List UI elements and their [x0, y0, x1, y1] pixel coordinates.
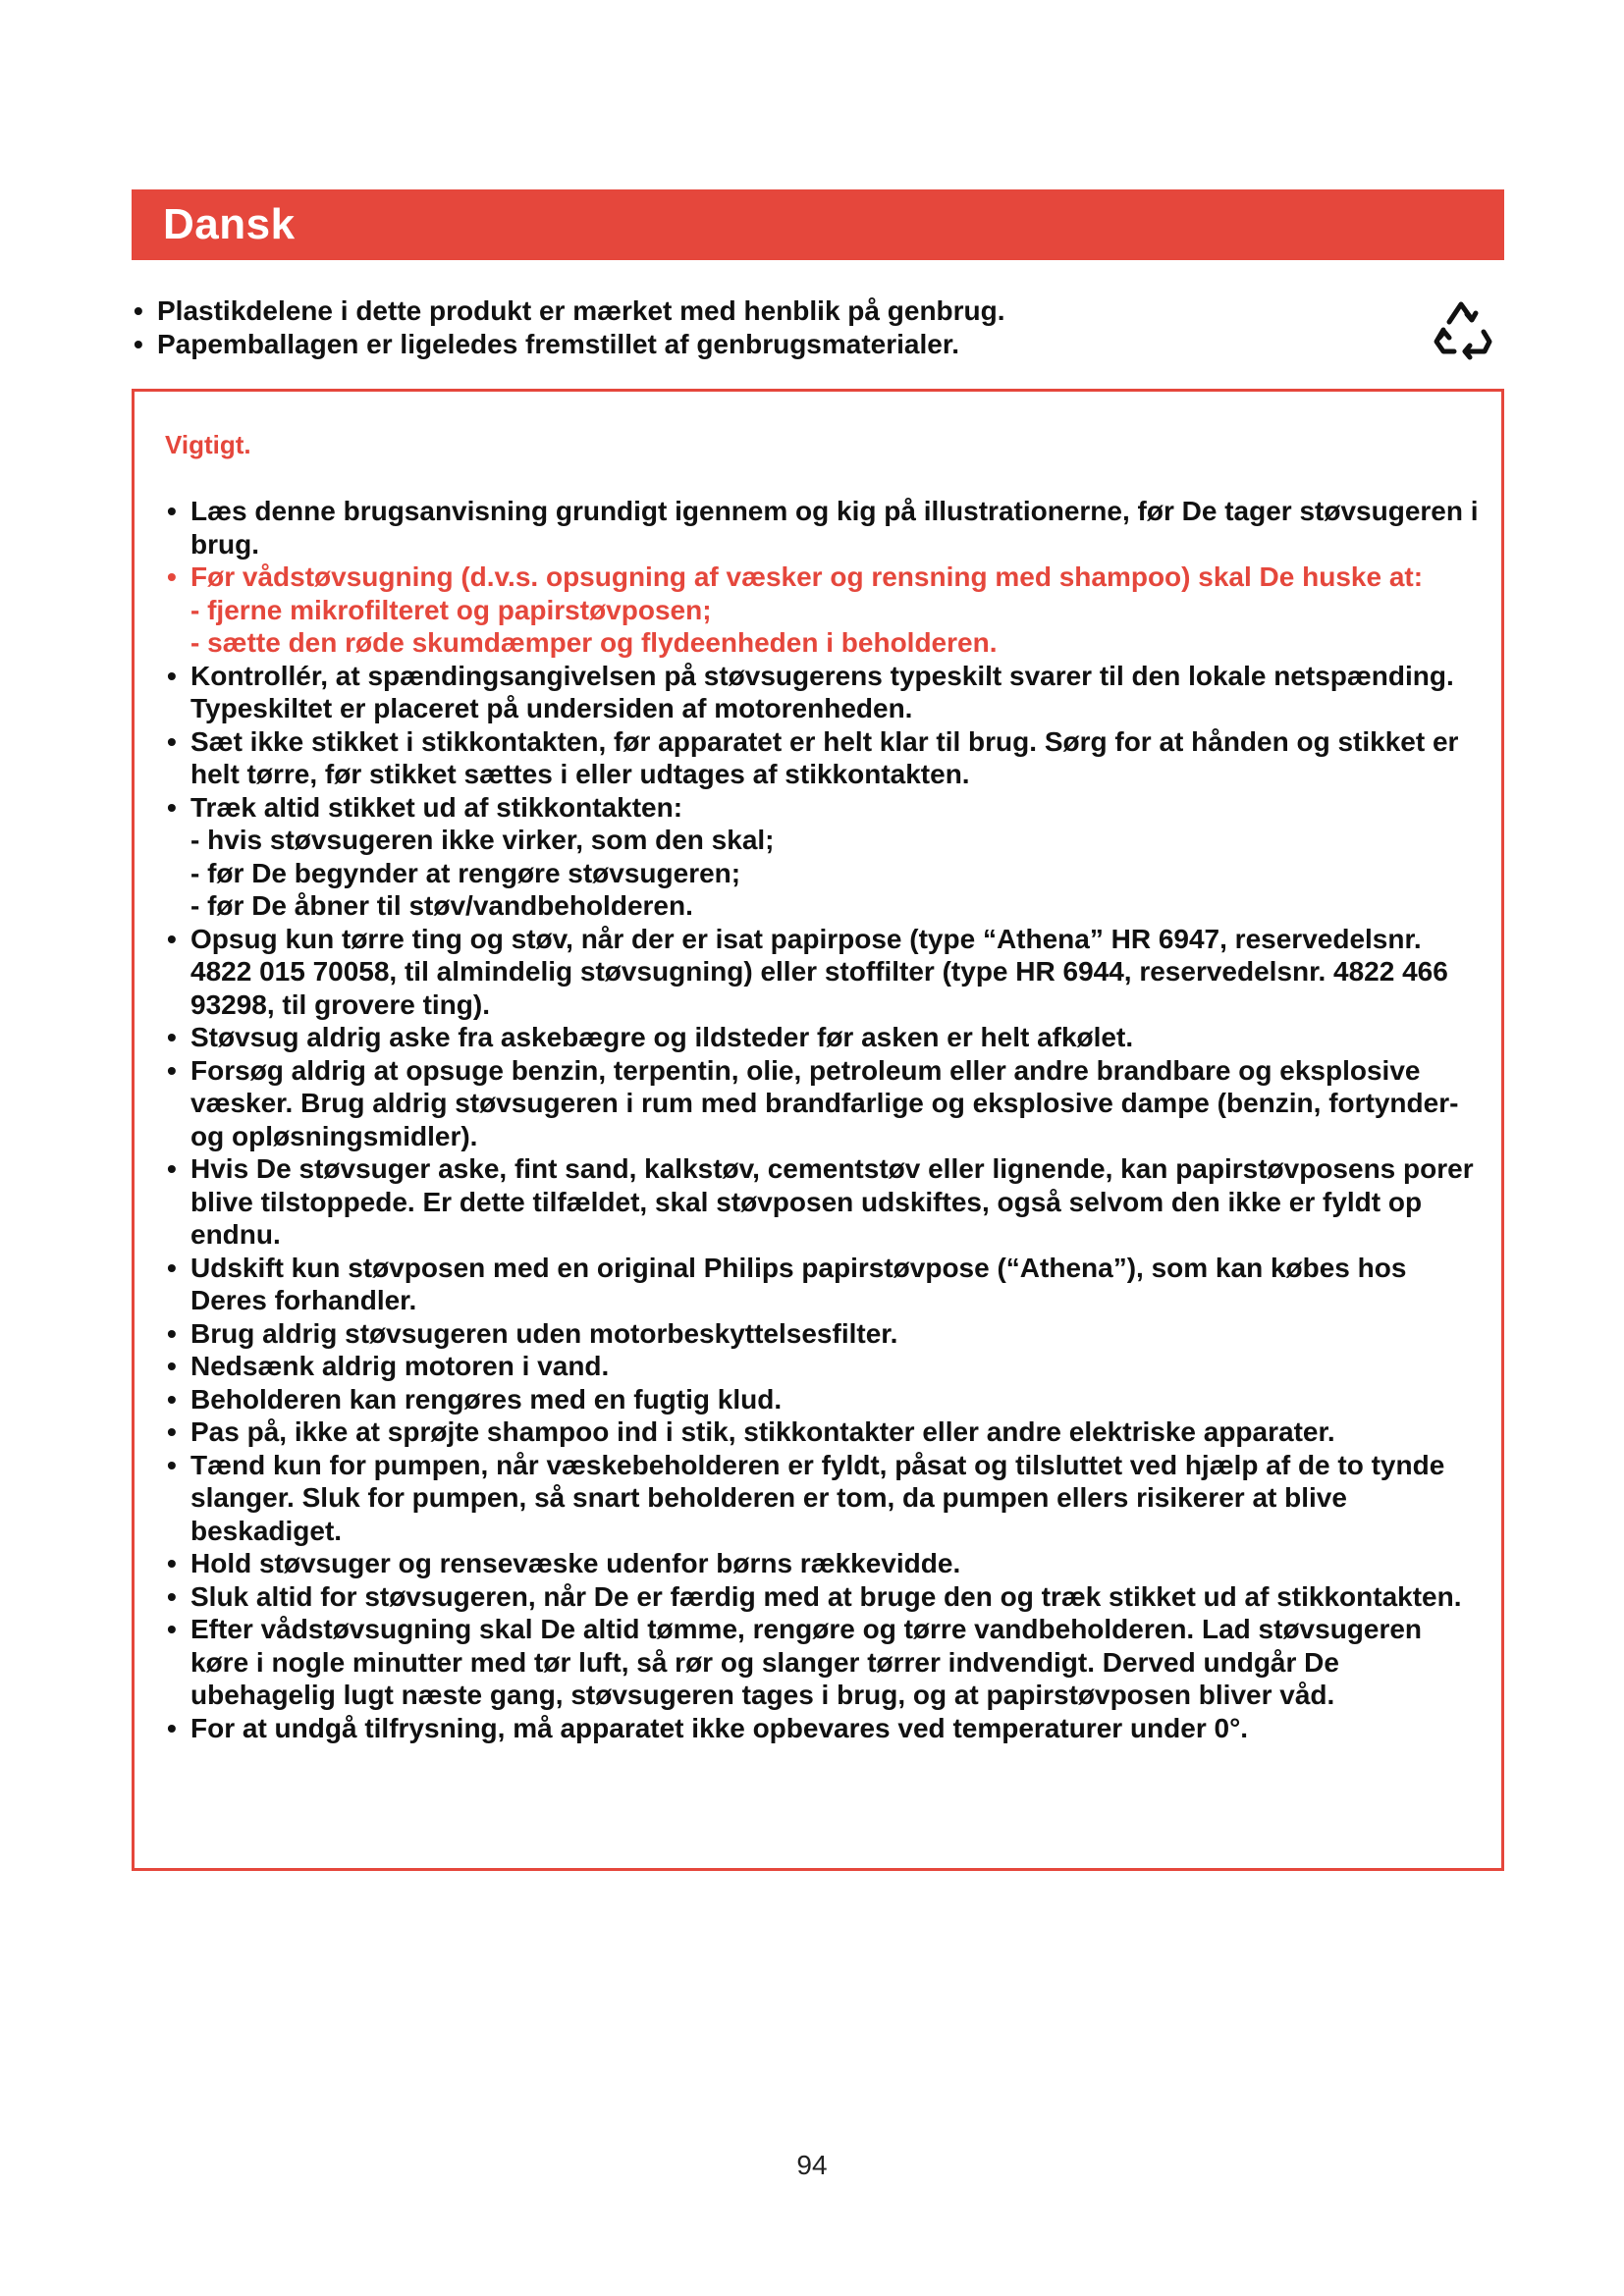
list-item: [165, 1152, 1481, 1252]
intro-item: [132, 294, 1359, 328]
list-subitem: [165, 594, 1481, 627]
list-item: [165, 1317, 1481, 1351]
list-item-text: Brug aldrig støvsugeren uden motorbeskyttelsesfilter.: [190, 1317, 898, 1349]
list-item: [165, 725, 1481, 791]
list-item: [165, 1021, 1481, 1054]
intro-item-text: Plastikdelene i dette produkt er mærket med henblik på genbrug.: [157, 295, 1005, 326]
bullet-glyph: •: [167, 725, 177, 757]
bullet-glyph: •: [167, 791, 177, 823]
list-item-text: Træk altid stikket ud af stikkontakten:: [190, 791, 683, 823]
list-item: [165, 561, 1481, 594]
list-subitem-text: - før De åbner til støv/vandbeholderen.: [190, 890, 693, 921]
list-item: [165, 1054, 1481, 1153]
list-item: [165, 1383, 1481, 1416]
list-subitem: [165, 857, 1481, 890]
bullet-glyph: •: [167, 1054, 177, 1086]
list-item: [165, 1415, 1481, 1449]
list-item-text: Før vådstøvsugning (d.v.s. opsugning af væsker og rensning med shampoo) skal De huske at:: [190, 561, 1424, 592]
list-item: [165, 1580, 1481, 1614]
bullet-glyph: •: [134, 295, 143, 326]
list-item-text: Efter vådstøvsugning skal De altid tømme, rengøre og tørre vandbeholderen. Lad støvsugeren køre i nogle minutter med tør luft, så rør og slanger tørrer indvendigt. Derved undgår De ubehagelig lugt næste gang, støvsugeren tages i brug, og at papirstøvposen bliver våd.: [190, 1614, 1423, 1710]
list-subitem-text: - fjerne mikrofilteret og papirstøvposen;: [190, 594, 712, 625]
list-item: [165, 660, 1481, 725]
list-item-text: Støvsug aldrig aske fra askebægre og ildsteder før asken er helt afkølet.: [190, 1022, 1134, 1052]
list-item-text: Udskift kun støvposen med en original Philips papirstøvpose (“Athena”), som kan købes hos Deres forhandler.: [190, 1252, 1407, 1315]
list-item-text: Læs denne brugsanvisning grundigt igennem og kig på illustrationerne, før De tager støvsugeren i brug.: [190, 496, 1479, 560]
page-number: 94: [796, 2150, 828, 2180]
list-item-text: Kontrollér, at spændingsangivelsen på støvsugerens typeskilt svarer til den lokale netspænding. Typeskiltet er placeret på undersiden af motorenheden.: [190, 660, 1454, 723]
bullet-glyph: •: [167, 1580, 177, 1612]
list-item: [165, 1712, 1481, 1745]
bullet-glyph: •: [167, 1153, 177, 1184]
bullet-glyph: •: [167, 1614, 177, 1644]
list-item-text: Opsug kun tørre ting og støv, når der er isat papirpose (type “Athena” HR 6947, reservedelsnr. 4822 015 70058, til almindelig støvsugning) eller stoffilter (type HR 6944, reservedelsnr. 4822 466 93298, til grovere ting).: [190, 923, 1448, 1020]
list-item-text: Hvis De støvsuger aske, fint sand, kalkstøv, cementstøv eller lignende, kan papirstøvposens porer blive tilstoppede. Er dette tilfældet, skal støvposen udskiftes, også selvom den ikke er fyldt op endnu.: [190, 1153, 1474, 1250]
list-item: [165, 923, 1481, 1022]
list-item: [165, 1252, 1481, 1317]
important-notice-box: [132, 389, 1504, 1871]
intro-list: [132, 294, 1359, 361]
list-item: [165, 1547, 1481, 1580]
bullet-glyph: •: [167, 1317, 177, 1349]
list-item-text: Sluk altid for støvsugeren, når De er færdig med at bruge den og træk stikket ud af stikkontakten.: [190, 1580, 1462, 1612]
bullet-glyph: •: [167, 1548, 177, 1578]
warning-list: [165, 495, 1481, 1744]
bullet-glyph: •: [167, 1252, 177, 1283]
bullet-glyph: •: [167, 496, 177, 526]
list-item-text: Hold støvsuger og rensevæske udenfor børns rækkevidde.: [190, 1548, 961, 1578]
list-item-text: Tænd kun for pumpen, når væskebeholderen er fyldt, påsat og tilsluttet ved hjælp af de to tynde slanger. Sluk for pumpen, så snart beholderen er tom, da pumpen ellers risikerer at blive beskadiget.: [190, 1449, 1445, 1546]
list-item: [165, 495, 1481, 561]
bullet-glyph: •: [167, 660, 177, 691]
list-subitem: [165, 889, 1481, 923]
bullet-glyph: •: [167, 1449, 177, 1480]
important-heading: Vigtigt.: [165, 430, 251, 459]
list-item: [165, 1449, 1481, 1548]
bullet-glyph: •: [134, 329, 143, 359]
list-item-text: For at undgå tilfrysning, må apparatet ikke opbevares ved temperaturer under 0°.: [190, 1712, 1249, 1743]
bullet-glyph: •: [167, 1022, 177, 1052]
list-item: [165, 1350, 1481, 1383]
list-subitem-text: - sætte den røde skumdæmper og flydeenheden i beholderen.: [190, 627, 998, 658]
section-title: Dansk: [163, 200, 296, 248]
bullet-glyph: •: [167, 1351, 177, 1381]
list-item: [165, 791, 1481, 825]
list-subitem: [165, 824, 1481, 857]
bullet-glyph: •: [167, 561, 177, 592]
intro-item-text: Papemballagen er ligeledes fremstillet af genbrugsmaterialer.: [157, 329, 959, 359]
recycle-icon: [1428, 294, 1496, 363]
list-item-text: Nedsænk aldrig motoren i vand.: [190, 1351, 610, 1381]
list-item: [165, 1613, 1481, 1712]
list-subitem: [165, 626, 1481, 660]
bullet-glyph: •: [167, 1712, 177, 1743]
list-subitem-text: - hvis støvsugeren ikke virker, som den skal;: [190, 825, 775, 855]
list-item-text: Forsøg aldrig at opsuge benzin, terpentin, olie, petroleum eller andre brandbare og eksplosive væsker. Brug aldrig støvsugeren i rum med brandfarlige og eksplosive dampe (benzin, fortynder- og opløsningsmidler).: [190, 1054, 1459, 1151]
list-item-text: Beholderen kan rengøres med en fugtig klud.: [190, 1383, 783, 1415]
section-header-bar: [132, 189, 1504, 260]
bullet-glyph: •: [167, 923, 177, 954]
list-subitem-text: - før De begynder at rengøre støvsugeren;: [190, 857, 741, 888]
list-item-text: Sæt ikke stikket i stikkontakten, før apparatet er helt klar til brug. Sørg for at hånden og stikket er helt tørre, før stikket sættes i eller udtages af stikkontakten.: [190, 725, 1459, 789]
intro-item: [132, 328, 1359, 361]
bullet-glyph: •: [167, 1416, 177, 1447]
list-item-text: Pas på, ikke at sprøjte shampoo ind i stik, stikkontakter eller andre elektriske apparater.: [190, 1416, 1335, 1447]
bullet-glyph: •: [167, 1383, 177, 1415]
